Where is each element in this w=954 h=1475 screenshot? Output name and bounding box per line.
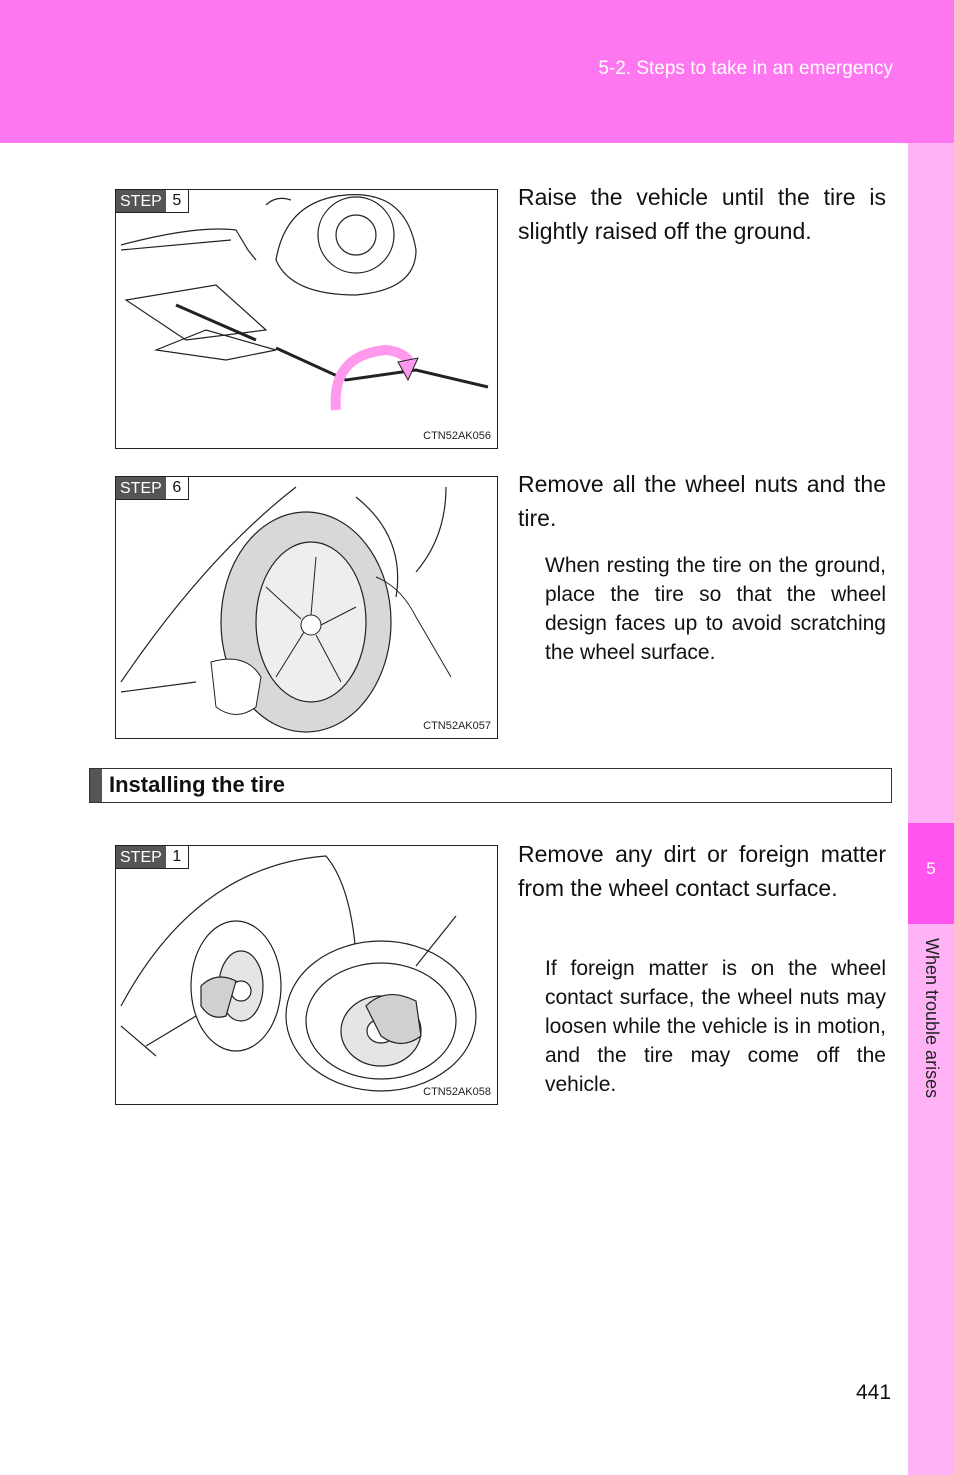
step-badge [116, 190, 189, 213]
section-header [89, 768, 892, 803]
step-6-note: When resting the tire on the ground, place the tire so that the wheel design faces up to avoid scratching the wheel surface. [545, 554, 886, 664]
section-title: Installing the tire [109, 772, 286, 797]
chapter-tab[interactable] [908, 823, 954, 924]
section-marker [90, 769, 102, 802]
page-header [0, 0, 954, 143]
figure-step-6 [115, 476, 498, 739]
chapter-title [908, 938, 954, 1138]
figure-code: CTN52AK057 [423, 720, 491, 732]
figure-code: CTN52AK058 [423, 1086, 491, 1098]
figure-step-1 [115, 845, 498, 1105]
side-strip [908, 143, 954, 1475]
step-badge [116, 846, 189, 869]
step-word: STEP [116, 846, 166, 868]
breadcrumb: 5-2. Steps to take in an emergency [598, 58, 893, 79]
wheel-cleaning-illustration [116, 846, 497, 1104]
step-number: 1 [166, 846, 188, 868]
step-5-text: Raise the vehicle until the tire is slightly raised off the ground. [518, 184, 886, 244]
step-word: STEP [116, 190, 166, 212]
figure-code: CTN52AK056 [423, 430, 491, 442]
step-word: STEP [116, 477, 166, 499]
step-1-note: If foreign matter is on the wheel contact surface, the wheel nuts may loosen while the vehicle is in motion, and the tire may come off the vehicle. [545, 957, 886, 1096]
figure-step-5 [115, 189, 498, 449]
step-number: 6 [166, 477, 188, 499]
step-badge [116, 477, 189, 500]
step-6-text: Remove all the wheel nuts and the tire. [518, 471, 886, 531]
chapter-title-label: When trouble arises [922, 938, 942, 1099]
tire-removal-illustration [116, 477, 497, 738]
chapter-number: 5 [926, 859, 936, 878]
page-number: 441 [856, 1381, 892, 1404]
jack-illustration [116, 190, 497, 448]
step-number: 5 [166, 190, 188, 212]
step-1-text: Remove any dirt or foreign matter from the wheel contact surface. [518, 841, 886, 901]
